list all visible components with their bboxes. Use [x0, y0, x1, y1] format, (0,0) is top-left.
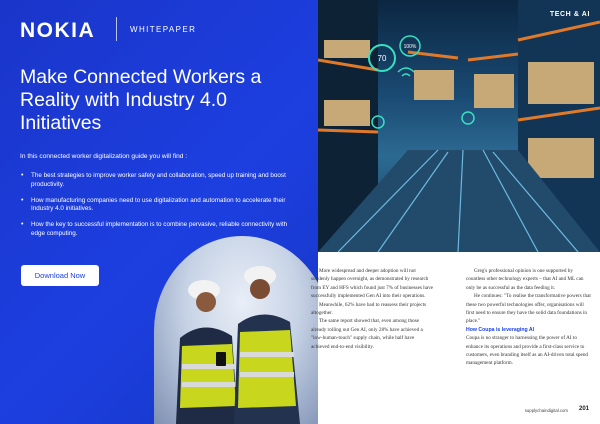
- article-column-2: [466, 267, 591, 368]
- hud-node-icon: [462, 112, 474, 124]
- wifi-icon: [398, 68, 414, 72]
- ad-bullet: • The best strategies to improve worker safety and collaboration, speed up training and boost productivity.: [20, 172, 290, 190]
- paragraph: Greg's professional opinion is one supported by countless other technology experts – that AI and ML can only be as successful as the data feeding it.: [466, 268, 584, 291]
- ad-headline: Make Connected Workers a Reality with Industry 4.0 Initiatives: [20, 66, 262, 134]
- ad-bullet: • How the key to successful implementation is to combine pervasive, reliable connectivity with edge computing.: [20, 221, 290, 239]
- paragraph: More widespread and deeper adoption will not suddenly happen overnight, as demonstrated by research from EY and HFS which found just 7% of businesses have successfully implemented Gen AI into their operations.: [311, 268, 433, 300]
- paragraph: Meanwhile, 62% have had to reassess their projects altogether.: [311, 301, 427, 317]
- hud-gauge-value: 70: [377, 54, 387, 63]
- safety-vest-2: [238, 330, 296, 408]
- section-tag: TECH & AI: [549, 11, 590, 18]
- paragraph: Coupa is no stranger to harnessing the power of AI to enhance its operations and provide a first-class service to customers, even branding itself as an AI-driven total spend management platform.: [466, 335, 589, 367]
- hud-progress-value: 100%: [403, 44, 417, 50]
- worker-1-head: [196, 292, 216, 312]
- paragraph: The same report showed that, even among those already rolling out Gen AI, only 28% have achieved a "low-human-touch" supply chain, while half have achieved end-to-end visibility.: [311, 318, 423, 350]
- subheading: How Coupa is leveraging AI: [466, 326, 535, 333]
- workers-illustration: [154, 256, 318, 424]
- page-number: 201: [578, 406, 589, 412]
- whitepaper-label: WHITEPAPER: [130, 25, 197, 34]
- safety-vest-1: [180, 344, 236, 408]
- tablet-device: [216, 352, 226, 366]
- logo-divider: [116, 17, 117, 41]
- warehouse-scene: [318, 0, 600, 252]
- worker-2-head: [250, 279, 270, 299]
- footer-url[interactable]: supplychaindigital.com: [524, 408, 568, 413]
- ad-bullet: • How manufacturing companies need to use digitalization and automation to accelerate their Industry 4.0 initiatives.: [20, 197, 290, 215]
- download-now-button[interactable]: Download Now: [21, 265, 99, 286]
- paragraph: He continues: "To realise the transformative powers that these two powerful technologies offer, organisations will first need to ensure they have the solid data foundations in place.": [466, 293, 591, 325]
- ad-intro: In this connected worker digitalization guide you will find :: [20, 153, 188, 160]
- nokia-logo: NOKIA: [20, 19, 96, 42]
- article-column-1: [311, 267, 433, 351]
- ad-bullet-list: [20, 172, 290, 246]
- warehouse-photo: [318, 0, 600, 252]
